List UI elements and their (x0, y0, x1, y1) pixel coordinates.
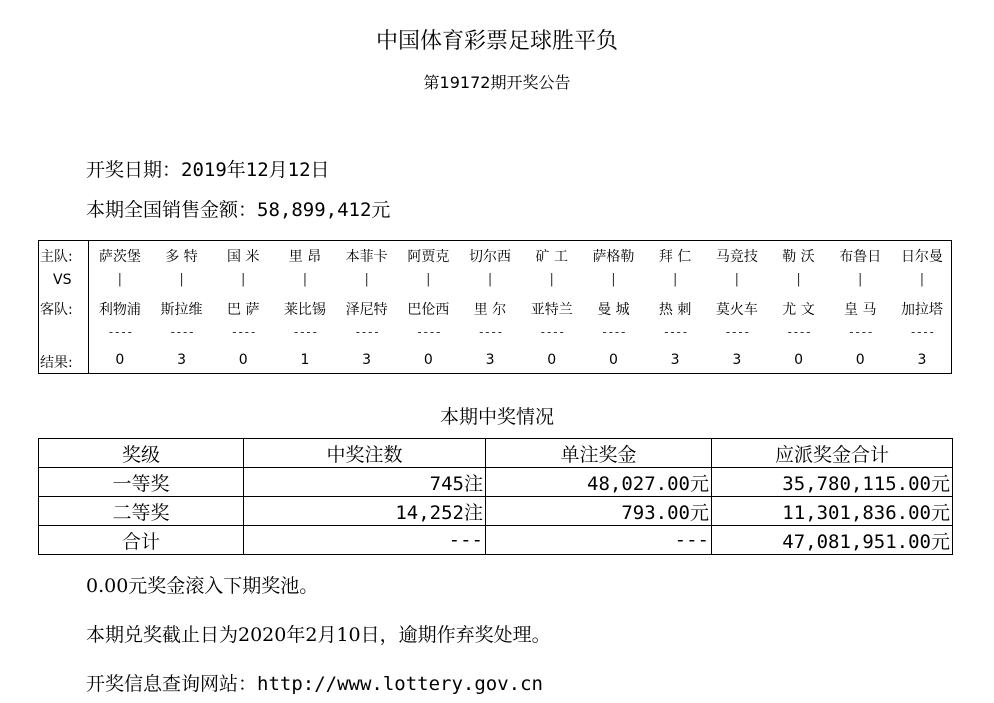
match-result: 3 (177, 352, 186, 368)
match-divider: ---- (354, 325, 380, 339)
match-divider: ---- (169, 325, 194, 339)
match-away-team: 斯拉维 (160, 302, 203, 318)
match-divider: ---- (539, 325, 565, 339)
vs-marker: | (549, 272, 554, 287)
prize-table (38, 438, 953, 555)
match-column (644, 241, 706, 373)
sales-value: 58,899,412元 (257, 199, 391, 221)
match-home-team: 萨茨堡 (98, 249, 141, 265)
match-away-team: 莫火车 (715, 302, 758, 318)
match-home-team: 本菲卡 (345, 249, 388, 265)
header-level: 奖级 (39, 439, 244, 468)
match-column (521, 241, 583, 373)
match-home-team: 马竞技 (715, 249, 758, 265)
prize-table-header (39, 439, 953, 468)
match-home-team: 勒 沃 (782, 249, 815, 265)
match-away-team: 泽尼特 (345, 302, 388, 318)
match-table (38, 240, 952, 374)
home-label: 主队: (40, 249, 73, 265)
match-home-team: 多 特 (165, 249, 198, 265)
match-result: 0 (115, 352, 125, 368)
match-divider: ---- (477, 325, 503, 339)
header-unit: 单注奖金 (486, 439, 712, 468)
header-count: 中奖注数 (244, 439, 486, 468)
vs-marker: | (241, 272, 246, 287)
vs-label: VS (53, 272, 72, 288)
match-away-team: 利物浦 (98, 302, 141, 318)
match-home-team: 拜 仁 (658, 249, 692, 265)
prize-level: 二等奖 (39, 497, 244, 526)
match-away-team: 加拉塔 (900, 302, 943, 318)
match-result: 3 (485, 352, 495, 368)
match-away-team: 热 刺 (658, 302, 692, 318)
prize-unit: 48,027.00元 (486, 468, 712, 497)
header-total: 应派奖金合计 (712, 439, 953, 468)
vs-marker: | (179, 272, 184, 287)
prize-section-title: 本期中奖情况 (439, 406, 554, 428)
match-home-team: 布鲁日 (839, 249, 882, 265)
match-result: 3 (917, 352, 927, 368)
match-result: 0 (423, 352, 433, 368)
match-result: 0 (608, 352, 618, 368)
vs-marker: | (734, 272, 740, 287)
website-line (86, 669, 543, 696)
table-row (39, 497, 953, 526)
match-divider: ---- (724, 325, 750, 339)
prize-level: 一等奖 (39, 468, 244, 497)
match-column (398, 241, 460, 373)
vs-marker: | (919, 272, 925, 287)
match-column (583, 241, 645, 373)
match-column (891, 241, 953, 373)
prize-unit: 793.00元 (486, 497, 712, 526)
match-home-team: 阿贾克 (407, 249, 450, 265)
match-home-team: 里 昂 (288, 249, 322, 265)
match-home-team: 日尔曼 (900, 249, 943, 265)
draw-date-line (86, 155, 330, 182)
match-column (768, 241, 830, 373)
match-result: 0 (855, 352, 865, 368)
match-divider: ---- (230, 325, 256, 339)
prize-count: 745注 (244, 468, 486, 497)
vs-marker: | (426, 272, 431, 287)
match-divider: ---- (600, 325, 626, 339)
match-away-team: 莱比锡 (283, 302, 326, 318)
match-home-team: 切尔西 (469, 249, 512, 265)
match-away-team: 曼 城 (597, 302, 630, 318)
match-column (89, 241, 151, 373)
match-column (459, 241, 521, 373)
match-divider: ---- (662, 325, 688, 339)
match-away-team: 皇 马 (844, 302, 877, 318)
match-away-team: 巴伦西 (407, 302, 450, 318)
vs-marker: | (796, 272, 801, 287)
match-home-team: 矿 工 (535, 249, 568, 265)
prize-count: 14,252注 (244, 497, 486, 526)
deadline-note: 本期兑奖截止日为2020年2月10日，逾期作弃奖处理。 (86, 624, 551, 646)
match-divider: ---- (786, 325, 811, 339)
match-divider: ---- (107, 325, 133, 339)
draw-date-value: 2019年12月12日 (181, 159, 330, 181)
match-away-team: 亚特兰 (530, 302, 573, 318)
vs-marker: | (117, 272, 123, 287)
match-divider: ---- (847, 325, 873, 339)
match-divider: ---- (909, 325, 935, 339)
vs-marker: | (611, 272, 616, 287)
prize-level: 合计 (39, 526, 244, 555)
website-link[interactable]: http://www.lottery.gov.cn (257, 673, 543, 695)
sales-line (86, 195, 390, 222)
match-away-team: 里 尔 (473, 302, 507, 318)
result-label: 结果: (40, 355, 73, 371)
sales-label: 本期全国销售金额： (86, 199, 258, 221)
match-column (212, 241, 274, 373)
website-label: 开奖信息查询网站： (86, 673, 258, 695)
prize-total: 35,780,115.00元 (712, 468, 953, 497)
vs-marker: | (302, 272, 308, 287)
page-title: 中国体育彩票足球胜平负 (375, 29, 618, 54)
match-divider: ---- (292, 325, 318, 339)
vs-marker: | (364, 272, 369, 287)
page-subtitle: 第19172期开奖公告 (423, 73, 571, 92)
prize-count: --- (244, 526, 486, 555)
draw-date-label: 开奖日期： (86, 159, 182, 181)
match-result: 3 (362, 352, 372, 368)
table-row (39, 468, 953, 497)
vs-marker: | (858, 272, 863, 287)
match-column (829, 241, 891, 373)
match-home-team: 萨格勒 (592, 249, 635, 265)
vs-marker: | (487, 272, 493, 287)
rollover-note: 0.00元奖金滚入下期奖池。 (86, 575, 319, 597)
match-row-labels (39, 241, 89, 373)
match-column (151, 241, 213, 373)
prize-total: 47,081,951.00元 (712, 526, 953, 555)
match-away-team: 巴 萨 (227, 302, 260, 318)
prize-total: 11,301,836.00元 (712, 497, 953, 526)
match-away-team: 尤 文 (782, 302, 815, 318)
vs-marker: | (672, 272, 678, 287)
match-divider: ---- (415, 325, 441, 339)
match-result: 3 (732, 352, 742, 368)
match-result: 0 (547, 352, 557, 368)
match-result: 0 (238, 352, 248, 368)
prize-unit: --- (486, 526, 712, 555)
match-column (706, 241, 768, 373)
match-result: 0 (794, 352, 803, 368)
match-column (336, 241, 398, 373)
away-label: 客队: (40, 302, 73, 318)
match-result: 3 (670, 352, 680, 368)
table-row (39, 526, 953, 555)
match-result: 1 (300, 352, 310, 368)
match-column (274, 241, 336, 373)
match-home-team: 国 米 (227, 249, 260, 265)
